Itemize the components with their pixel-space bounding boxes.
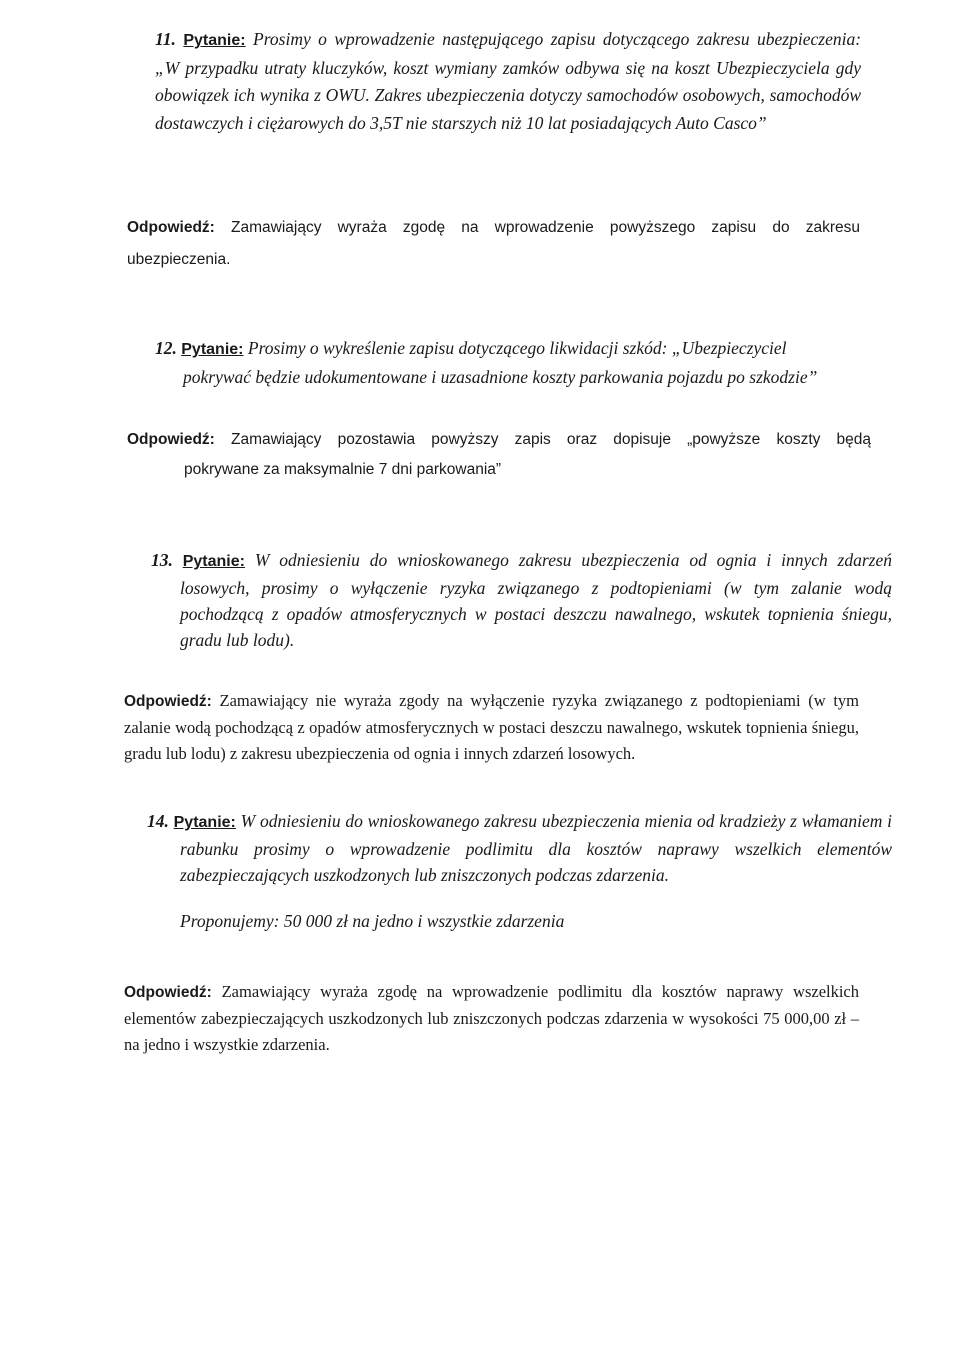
question-label: Pytanie:: [183, 32, 246, 49]
question-12: [155, 335, 843, 391]
answer-line-1: [127, 425, 871, 455]
answer-text: Zamawiający wyraża zgodę na wprowadzenie powyższego zapisu do zakresu ubezpieczenia.: [127, 219, 860, 268]
question-label: Pytanie:: [173, 814, 236, 831]
answer-12: [127, 425, 871, 485]
question-text: Prosimy o wykreślenie zapisu dotyczącego likwidacji szkód: „Ubezpieczyciel pokrywać będzie udokumentowane i uzasadnione koszty parkowania pojazdu po szkodzie”: [183, 338, 818, 387]
question-number: 14.: [147, 811, 169, 831]
answer-text: Zamawiający nie wyraża zgody na wyłączenie ryzyka związanego z podtopieniami (w tym zalanie wodą pochodzącą z opadów atmosferycznych w postaci deszczu nawalnego, wskutek topnienia śniegu, gradu lub lodu) z zakresu ubezpieczenia od ognia i innych zdarzeń losowych.: [124, 691, 860, 763]
question-text: W odniesieniu do wnioskowanego zakresu ubezpieczenia od ognia i innych zdarzeń losowych, prosimy o wyłączenie ryzyka związanego z podtopieniami (w tym zalanie wodą pochodzącą z opadów atmosferycznych w postaci deszczu nawalnego, wskutek topnienia śniegu, gradu lub lodu).: [180, 550, 893, 650]
question-number: 12.: [155, 338, 177, 358]
question-number: 13.: [151, 550, 173, 570]
answer-11: [127, 212, 860, 276]
question-label: Pytanie:: [181, 341, 244, 358]
answer-label: Odpowiedź:: [127, 431, 215, 448]
question-14: [147, 808, 892, 888]
question-number: 11.: [155, 29, 176, 49]
answer-14: [124, 979, 859, 1058]
answer-label: Odpowiedź:: [127, 219, 215, 236]
question-text: W odniesieniu do wnioskowanego zakresu ubezpieczenia mienia od kradzieży z włamaniem i rabunku prosimy o wprowadzenie podlimitu dla kosztów naprawy wszelkich elementów zabezpieczających uszkodzonych lub zniszczonych podczas zdarzenia.: [180, 811, 892, 885]
answer-line-2: pokrywane za maksymalnie 7 dni parkowania”: [184, 461, 502, 478]
answer-13: [124, 688, 859, 767]
question-label: Pytanie:: [182, 553, 245, 570]
answer-text: Zamawiający pozostawia powyższy zapis oraz dopisuje „powyższe koszty będą: [230, 431, 872, 448]
answer-label: Odpowiedź:: [124, 693, 212, 710]
answer-text: Zamawiający wyraża zgodę na wprowadzenie podlimitu dla kosztów naprawy wszelkich elementów zabezpieczających uszkodzonych lub zniszczonych podczas zdarzenia w wysokości 75 000,00 zł – na jedno i wszystkie zdarzenia.: [124, 982, 860, 1054]
question-text: Prosimy o wprowadzenie następującego zapisu dotyczącego zakresu ubezpieczenia: „W przypadku utraty kluczyków, koszt wymiany zamków odbywa się na koszt Ubezpieczyciela gdy obowiązek ich wynika z OWU. Zakres ubezpieczenia dotyczy samochodów osobowych, samochodów dostawczych i ciężarowych do 3,5T nie starszych niż 10 lat posiadających Auto Casco”: [155, 29, 862, 133]
question-11: [155, 26, 861, 137]
question-13: [151, 547, 892, 653]
proposal-14: Proponujemy: 50 000 zł na jedno i wszystkie zdarzenia: [180, 911, 565, 931]
answer-label: Odpowiedź:: [124, 984, 212, 1001]
